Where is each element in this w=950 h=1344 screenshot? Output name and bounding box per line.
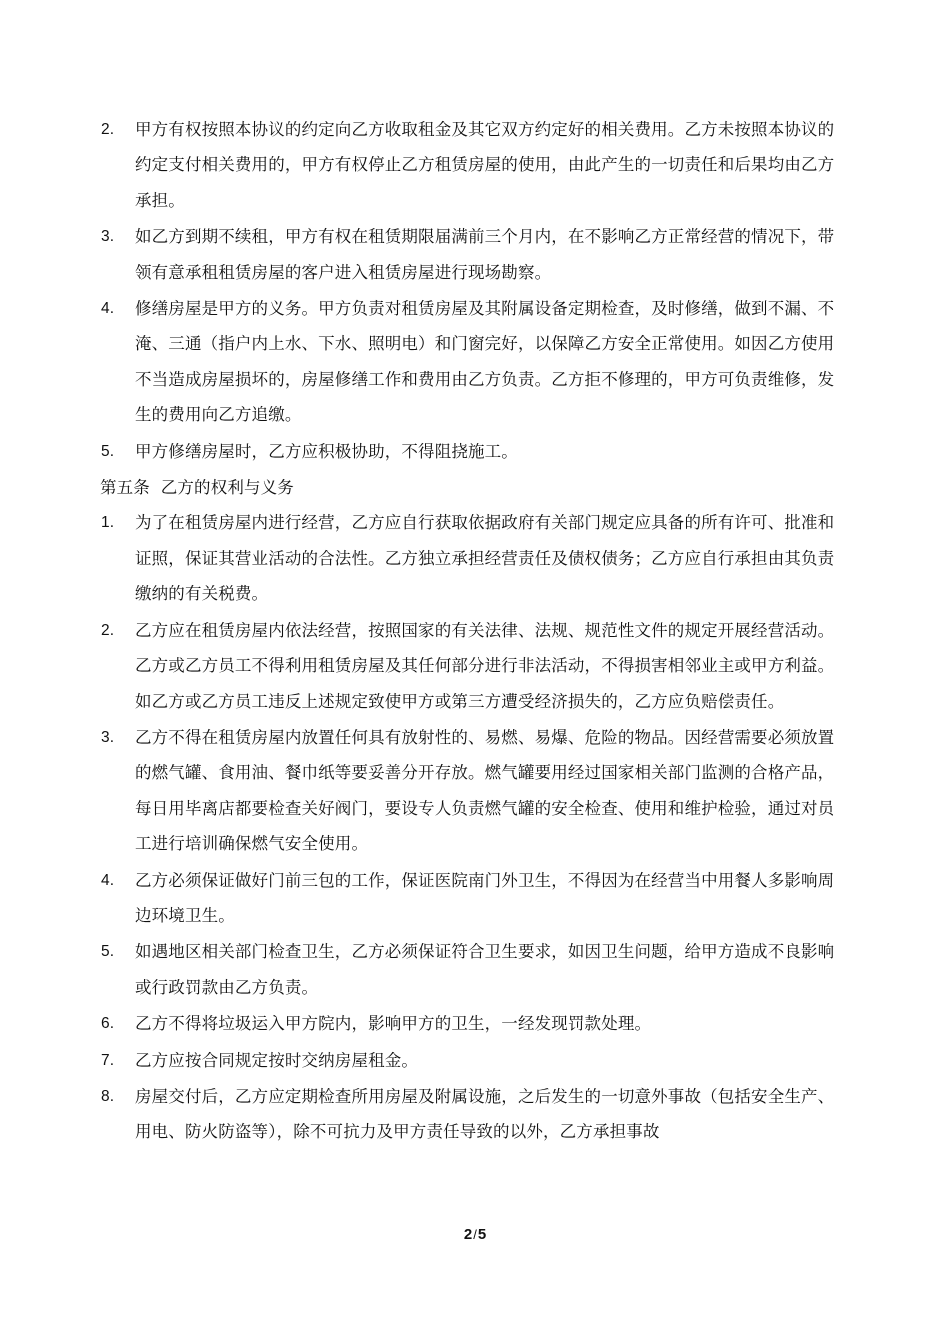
list-number: 6. xyxy=(101,1015,115,1033)
list-text: 如遇地区相关部门检查卫生，乙方必须保证符合卫生要求，如因卫生问题，给甲方造成不良影响或行政罚款由乙方负责。 xyxy=(135,942,835,997)
document-body xyxy=(100,112,845,1150)
list-number: 2. xyxy=(101,621,115,639)
list-text: 修缮房屋是甲方的义务。甲方负责对租赁房屋及其附属设备定期检查，及时修缮，做到不漏、不淹、三通（指户内上水、下水、照明电）和门窗完好，以保障乙方安全正常使用。如因乙方使用不当造成房屋损坏的，房屋修缮工作和费用由乙方负责。乙方拒不修理的，甲方可负责维修，发生的费用向乙方追缴。 xyxy=(135,299,835,425)
list-item xyxy=(100,434,845,469)
list-number: 3. xyxy=(101,728,115,746)
total-pages-number: 5 xyxy=(477,1226,487,1243)
list-number: 5. xyxy=(101,442,115,460)
current-page-number: 2 xyxy=(463,1226,473,1243)
list-item xyxy=(100,112,845,218)
list-number: 4. xyxy=(101,871,115,889)
list-item xyxy=(100,505,845,611)
page-separator: / xyxy=(473,1227,477,1242)
page-footer xyxy=(0,1226,950,1243)
list-item xyxy=(100,863,845,934)
list-number: 7. xyxy=(101,1051,115,1069)
list-text: 乙方必须保证做好门前三包的工作，保证医院南门外卫生，不得因为在经营当中用餐人多影响周边环境卫生。 xyxy=(135,870,835,925)
list-text: 乙方不得在租赁房屋内放置任何具有放射性的、易燃、易爆、危险的物品。因经营需要必须放置的燃气罐、食用油、餐巾纸等要妥善分开存放。燃气罐要用经过国家相关部门监测的合格产品，每日用毕离店都要检查关好阀门，要设专人负责燃气罐的安全检查、使用和维护检验，通过对员工进行培训确保燃气安全使用。 xyxy=(135,727,835,854)
list-item xyxy=(100,1043,845,1078)
list-number: 8. xyxy=(101,1087,115,1105)
list-text: 如乙方到期不续租，甲方有权在租赁期限届满前三个月内，在不影响乙方正常经营的情况下，带领有意承租租赁房屋的客户进入租赁房屋进行现场勘察。 xyxy=(135,227,835,282)
list-number: 2. xyxy=(101,121,115,138)
list-number: 1. xyxy=(101,514,115,532)
list-number: 4. xyxy=(101,300,115,318)
list-item xyxy=(100,934,845,1005)
list-item xyxy=(100,720,845,862)
list-text: 房屋交付后，乙方应定期检查所用房屋及附属设施，之后发生的一切意外事故（包括安全生产、用电、防火防盗等），除不可抗力及甲方责任导致的以外，乙方承担事故 xyxy=(135,1086,835,1142)
list-item xyxy=(100,1006,845,1041)
list-text: 乙方应在租赁房屋内依法经营，按照国家的有关法律、法规、规范性文件的规定开展经营活动。乙方或乙方员工不得利用租赁房屋及其任何部分进行非法活动，不得损害相邻业主或甲方利益。如乙方或乙方员工违反上述规定致使甲方或第三方遭受经济损失的，乙方应负赔偿责任。 xyxy=(135,620,835,711)
list-text: 甲方有权按照本协议的约定向乙方收取租金及其它双方约定好的相关费用。乙方未按照本协议的约定支付相关费用的，甲方有权停止乙方租赁房屋的使用，由此产生的一切责任和后果均由乙方承担。 xyxy=(135,120,835,210)
list-number: 5. xyxy=(101,943,115,961)
section-heading: 第五条 乙方的权利与义务 xyxy=(100,478,294,498)
list-item xyxy=(100,291,845,433)
list-item xyxy=(100,613,845,719)
list-number: 3. xyxy=(101,228,115,246)
list-item xyxy=(100,1079,845,1150)
list-text: 乙方应按合同规定按时交纳房屋租金。 xyxy=(135,1050,419,1070)
list-text: 乙方不得将垃圾运入甲方院内，影响甲方的卫生，一经发现罚款处理。 xyxy=(135,1014,652,1034)
list-item xyxy=(100,219,845,290)
list-text: 甲方修缮房屋时，乙方应积极协助，不得阻挠施工。 xyxy=(135,441,518,461)
list-text: 为了在租赁房屋内进行经营，乙方应自行获取依据政府有关部门规定应具备的所有许可、批准和证照，保证其营业活动的合法性。乙方独立承担经营责任及债权债务；乙方应自行承担由其负责缴纳的有关税费。 xyxy=(135,513,835,604)
